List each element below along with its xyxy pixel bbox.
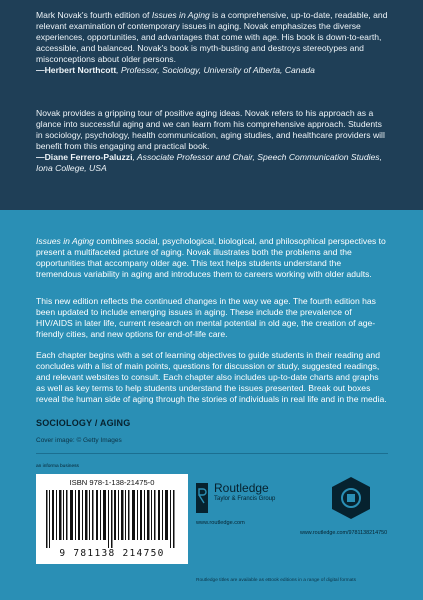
reviews-band: [0, 0, 423, 210]
review-2-author: —Diane Ferrero-Paluzzi: [36, 152, 133, 162]
publisher-website[interactable]: www.routledge.com: [196, 520, 245, 526]
review-2-affiliation: , Associate Professor and Chair, Speech Communication Studies, Iona College, USA: [36, 152, 382, 173]
cover-credit: Cover image: © Getty Images: [36, 437, 122, 444]
resource-url[interactable]: www.routledge.com/9781138214750: [300, 530, 388, 536]
description-paragraph-1-text: combines social, psychological, biological, and philosophical perspectives to present a multifaceted picture of aging. Novak illustrates both the problems and the opportunities that accompany older age. This text helps students understand the tremendous variability in aging and introduces them to careers working with older adults.: [36, 236, 386, 279]
routledge-logo-icon: [196, 483, 208, 513]
resource-badge-icon: [330, 475, 372, 527]
book-title-inline: Issues in Aging: [36, 236, 94, 246]
barcode-box: [36, 474, 188, 564]
review-1-book-title: Issues in Aging: [151, 10, 210, 20]
review-1-affiliation: , Professor, Sociology, University of Alberta, Canada: [116, 65, 315, 75]
review-2: [36, 108, 388, 174]
category-label: SOCIOLOGY / AGING: [36, 418, 131, 428]
ebook-note: Routledge titles are available as eBook editions in a range of digital formats: [196, 578, 356, 583]
publisher-tagline: an informa business: [36, 464, 79, 469]
review-1-body: is a comprehensive, up-to-date, readable, and relevant examination of contemporary issues in aging. Novak emphasizes the diverse experiences, opportunities, and advantages that come with age. His book is down-to-earth, accessible, and balanced. Novak's book is myth-busting and destroys stereotypes and misconceptions about older persons.: [36, 10, 388, 64]
description-paragraph-2: This new edition reflects the continued changes in the way we age. The fourth edition has been updated to include emerging issues in aging. These include the prevalence of HIV/AIDS in later life, current research on mental potential in old age, the creation of age-friendly cities, and new options for end-of-life care.: [36, 296, 376, 339]
publisher-subtitle: Taylor & Francis Group: [214, 496, 276, 502]
review-2-body: Novak provides a gripping tour of positive aging ideas. Novak refers to his approach as a glance into successful aging and we can learn from his comprehensive approach. Students in sociology, psychology, health communication, aging studies, and healthcare providers will benefit from this engaging and practical book.: [36, 108, 385, 151]
divider: [36, 453, 388, 454]
barcode-stripes: [46, 490, 175, 548]
review-1-lead: Mark Novak's fourth edition of: [36, 10, 152, 20]
ean-digits: 9 781138 214750: [59, 548, 165, 559]
description-paragraph-3: Each chapter begins with a set of learning objectives to guide students in their reading and concludes with a list of main points, questions for discussion or study, suggested readings, and relevant websites to consult. Each chapter also includes up-to-date charts and graphs as well as key terms to help students understand the issues presented. Break out boxes reveal the human side of aging through the stories of individuals in real life and in the media.: [36, 350, 387, 404]
barcode-bars: [44, 490, 180, 548]
review-1-author: —Herbert Northcott: [36, 65, 117, 75]
isbn-label: ISBN 978-1-138-21475-0: [69, 478, 155, 487]
publisher-name: Routledge: [214, 481, 269, 495]
description-paragraph-1: [36, 236, 388, 280]
review-1: [36, 10, 388, 76]
